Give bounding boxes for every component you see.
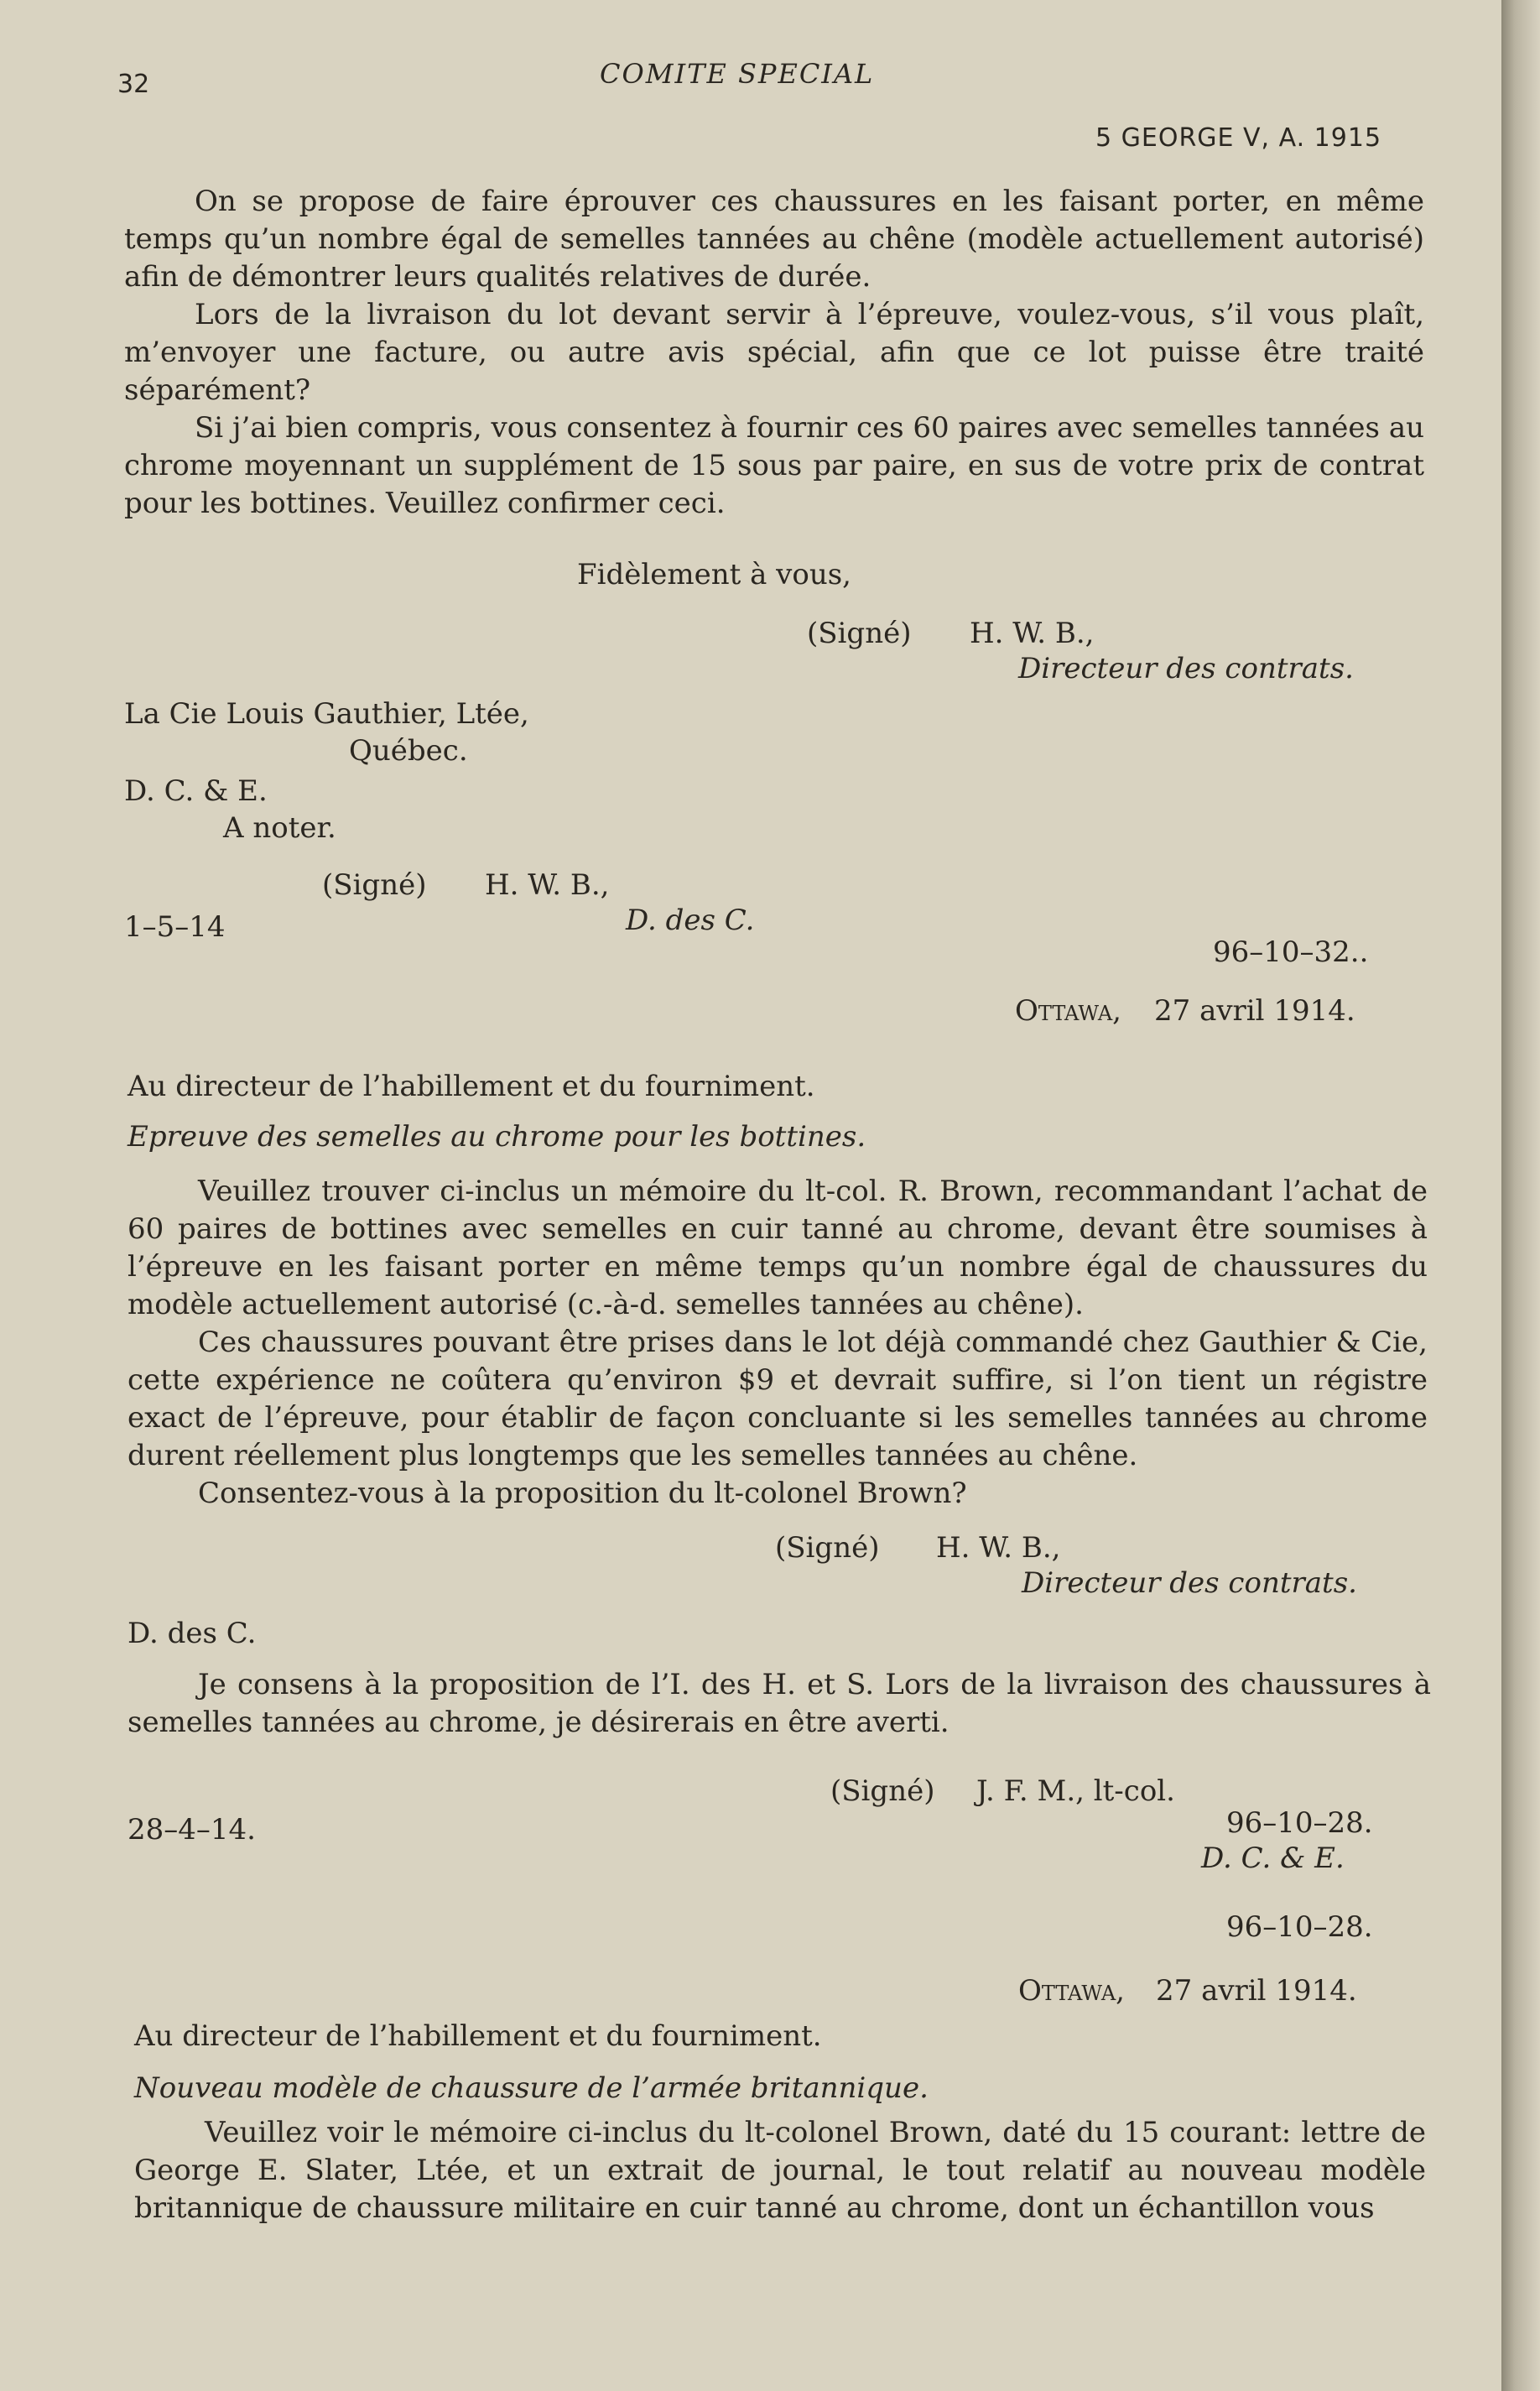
letter2-paragraph: Consentez-vous à la proposition du lt-colonel Brown?: [198, 1477, 967, 1510]
letter1-signer: H. W. B.,: [970, 617, 1095, 650]
minute1-note: A noter.: [223, 811, 336, 845]
minute2-department: D. C. & E.: [1201, 1841, 1345, 1875]
letter3-subject: Nouveau modèle de chaussure de l’armée britannique.: [134, 2071, 929, 2105]
letter2-recipient: Au directeur de l’habillement et du fourniment.: [127, 1070, 815, 1103]
letter2-file-number: 96–10–32..: [1213, 935, 1369, 969]
letter2-subject: Epreuve des semelles au chrome pour les bottines.: [127, 1120, 866, 1154]
minute2-date: 28–4–14.: [127, 1813, 256, 1847]
letter3-body: [134, 2114, 1426, 2227]
minute2-signed-label: (Signé): [830, 1774, 935, 1808]
minute2-signer: J. F. M., lt-col.: [976, 1774, 1175, 1808]
letter1-signer-title: Directeur des contrats.: [1018, 652, 1354, 685]
letter3-place: Ottawa,: [1018, 1974, 1125, 2008]
letter3-date: 27 avril 1914.: [1156, 1974, 1357, 2008]
letter2-signer: H. W. B.,: [936, 1531, 1061, 1565]
letter3-paragraph: Veuillez voir le mémoire ci-inclus du lt-colonel Brown, daté du 15 courant: lettre de George E. Slater, Ltée, et un extrait de journal, le tout relatif au nouveau modèle britannique de chaussure militaire en cuir tanné au chrome, dont un échantillon vous: [134, 2116, 1426, 2225]
minute1-signer: H. W. B.,: [485, 868, 610, 902]
minute2-paragraph: Je consens à la proposition de l’I. des H. et S. Lors de la livraison des chaussures à semelles tannées au chrome, je désirerais en être averti.: [127, 1668, 1431, 1739]
minute1-date: 1–5–14: [124, 910, 226, 944]
letter1-paragraph: Lors de la livraison du lot devant servir à l’épreuve, voulez-vous, s’il vous plaît, m’envoyer une facture, ou autre avis spécial, afin que ce lot puisse être traité séparément?: [124, 298, 1424, 407]
minute1-to: D. C. & E.: [124, 774, 268, 808]
letter2-paragraph: Ces chaussures pouvant être prises dans le lot déjà commandé chez Gauthier & Cie, cette expérience ne coûtera qu’environ $9 et devrait suffire, si l’on tient un régistre exact de l’épreuve, pour établir de façon concluante si les semelles tannées au chrome durent réellement plus longtemps que les semelles tannées au chêne.: [127, 1326, 1428, 1472]
letter1-addressee-city: Québec.: [349, 734, 468, 768]
letter1-closing: Fidèlement à vous,: [577, 558, 851, 591]
minute1-signed-label: (Signé): [322, 868, 427, 902]
letter3-recipient: Au directeur de l’habillement et du fourniment.: [134, 2019, 822, 2053]
letter2-date: 27 avril 1914.: [1154, 994, 1355, 1028]
minute2-file-number: 96–10–28.: [1226, 1806, 1373, 1840]
page-edge-shadow: [1501, 0, 1540, 2391]
page-number: 32: [117, 70, 150, 99]
letter1-signed-label: (Signé): [807, 617, 912, 650]
letter2-paragraph: Veuillez trouver ci-inclus un mémoire du lt-col. R. Brown, recommandant l’achat de 60 paires de bottines avec semelles en cuir tanné au chrome, devant être soumises à l’épreuve en les faisant porter en même temps qu’un nombre égal de chaussures du modèle actuellement autorisé (c.-à-d. semelles tannées au chêne).: [127, 1175, 1428, 1321]
running-title: COMITE SPECIAL: [600, 58, 875, 90]
letter2-signer-title: Directeur des contrats.: [1022, 1566, 1357, 1600]
letter3-file-number: 96–10–28.: [1226, 1910, 1373, 1944]
minute1-signer-title: D. des C.: [626, 904, 755, 937]
letter2-place: Ottawa,: [1015, 994, 1121, 1028]
letter1-addressee: La Cie Louis Gauthier, Ltée,: [124, 697, 529, 731]
minute2-to: D. des C.: [127, 1617, 257, 1650]
session-line: 5 GEORGE V, A. 1915: [1095, 123, 1382, 153]
letter1-paragraph: On se propose de faire éprouver ces chaussures en les faisant porter, en même temps qu’un nombre égal de semelles tannées au chêne (modèle actuellement autorisé) afin de démontrer leurs qualités relatives de durée.: [124, 185, 1424, 294]
letter1-body: [124, 183, 1424, 523]
letter1-paragraph: Si j’ai bien compris, vous consentez à fournir ces 60 paires avec semelles tannées au chrome moyennant un supplément de 15 sous par paire, en sus de votre prix de contrat pour les bottines. Veuillez confirmer ceci.: [124, 411, 1424, 520]
letter2-body: [127, 1173, 1428, 1513]
minute2-body: [127, 1666, 1431, 1742]
letter2-signed-label: (Signé): [775, 1531, 880, 1565]
